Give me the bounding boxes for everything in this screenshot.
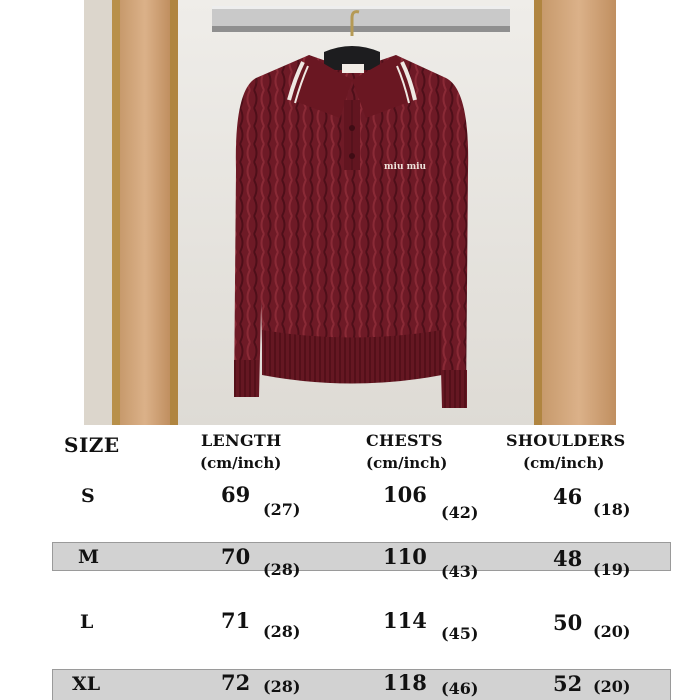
row-xl-chest-in: (46) [441, 679, 479, 698]
row-l-size: L [80, 611, 94, 633]
row-xl-size: XL [72, 673, 101, 695]
row-l-shoulder-cm: 50 [553, 610, 583, 635]
header-shoulders-unit: (cm/inch) [523, 454, 605, 472]
row-l-length-cm: 71 [221, 608, 251, 633]
row-s-length-in: (27) [263, 500, 301, 519]
row-l-chest-in: (45) [441, 624, 479, 643]
row-xl-shoulder-in: (20) [593, 677, 631, 696]
row-s-length-cm: 69 [221, 482, 251, 507]
row-xl-length-in: (28) [263, 677, 301, 696]
row-xl-chest-cm: 118 [383, 670, 427, 695]
row-s-size: S [81, 485, 95, 507]
header-chests-unit: (cm/inch) [366, 454, 448, 472]
product-photo [84, 0, 616, 425]
row-m-length-cm: 70 [221, 544, 251, 569]
row-s-shoulder-cm: 46 [553, 484, 583, 509]
row-m-chest-in: (43) [441, 562, 479, 581]
header-length: LENGTH [201, 431, 282, 450]
row-m-length-in: (28) [263, 560, 301, 579]
row-l-chest-cm: 114 [383, 608, 427, 633]
row-s-chest-in: (42) [441, 503, 479, 522]
size-chart [0, 425, 700, 700]
row-l-shoulder-in: (20) [593, 622, 631, 641]
logo-embroidery: miu miu [384, 162, 427, 172]
header-size: SIZE [64, 433, 120, 457]
row-m-shoulder-cm: 48 [553, 546, 583, 571]
row-s-shoulder-in: (18) [593, 500, 631, 519]
row-l-length-in: (28) [263, 622, 301, 641]
row-xl-length-cm: 72 [221, 670, 251, 695]
row-xl-shoulder-cm: 52 [553, 671, 583, 696]
row-s-chest-cm: 106 [383, 482, 427, 507]
row-m-chest-cm: 110 [383, 544, 427, 569]
header-chests: CHESTS [366, 431, 443, 450]
header-length-unit: (cm/inch) [200, 454, 282, 472]
sweater-illustration [84, 0, 616, 425]
header-shoulders: SHOULDERS [506, 431, 626, 450]
row-m-shoulder-in: (19) [593, 560, 631, 579]
row-m-size: M [78, 546, 100, 568]
